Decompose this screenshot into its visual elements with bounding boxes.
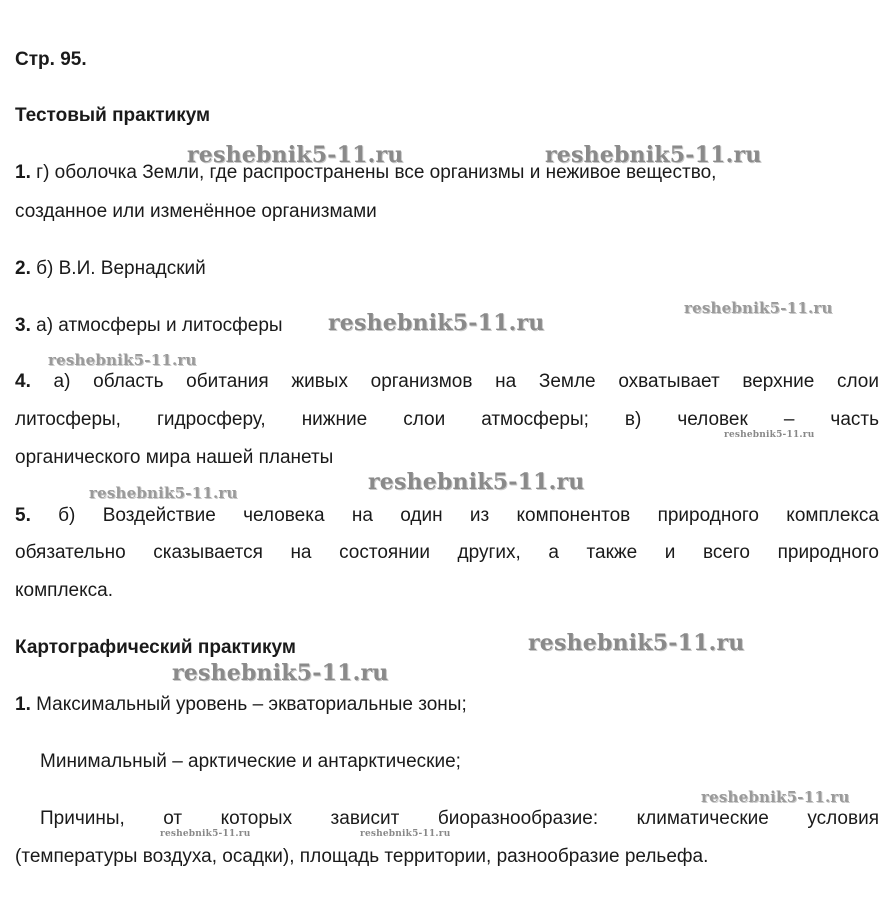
test-item-2 bbox=[15, 258, 206, 280]
item-text: г) оболочка Земли, где распространены все организмы и неживое вещество, bbox=[30, 162, 717, 183]
item-number: 4. bbox=[15, 371, 31, 392]
map-item-1-reasons-cont: (температуры воздуха, осадки), площадь территории, разнообразие рельефа. bbox=[15, 846, 709, 867]
watermark: reshebnik5-11.ru bbox=[701, 788, 850, 806]
watermark: reshebnik5-11.ru bbox=[360, 829, 451, 839]
item-number: 3. bbox=[15, 315, 31, 336]
test-item-5-cont2: комплекса. bbox=[15, 580, 113, 601]
test-item-4 bbox=[15, 371, 879, 393]
watermark: reshebnik5-11.ru bbox=[545, 142, 762, 168]
watermark: reshebnik5-11.ru bbox=[528, 630, 745, 656]
test-item-3 bbox=[15, 315, 283, 337]
item-text: б) Воздействие человека на один из компонентов природного комплекса bbox=[30, 505, 879, 526]
map-item-1-min: Минимальный – арктические и антарктические; bbox=[40, 751, 461, 772]
item-text: Максимальный уровень – экваториальные зоны; bbox=[30, 694, 467, 715]
watermark: reshebnik5-11.ru bbox=[89, 484, 238, 502]
map-item-1 bbox=[15, 694, 467, 716]
section-title-map: Картографический практикум bbox=[15, 637, 296, 658]
item-number: 2. bbox=[15, 258, 31, 279]
watermark: reshebnik5-11.ru bbox=[160, 829, 251, 839]
item-number: 5. bbox=[15, 505, 31, 526]
test-item-4-cont2: органического мира нашей планеты bbox=[15, 447, 334, 468]
watermark: reshebnik5-11.ru bbox=[368, 469, 585, 495]
watermark: reshebnik5-11.ru bbox=[328, 310, 545, 336]
watermark: reshebnik5-11.ru bbox=[684, 299, 833, 317]
page-header: Стр. 95. bbox=[15, 49, 87, 70]
watermark: reshebnik5-11.ru bbox=[48, 351, 197, 369]
item-text: б) В.И. Вернадский bbox=[30, 258, 206, 279]
watermark: reshebnik5-11.ru bbox=[187, 142, 404, 168]
item-number: 1. bbox=[15, 162, 31, 183]
watermark: reshebnik5-11.ru bbox=[172, 660, 389, 686]
test-item-4-cont: литосферы, гидросферу, нижние слои атмосферы; в) человек – часть bbox=[15, 409, 879, 430]
watermark: reshebnik5-11.ru bbox=[724, 430, 815, 440]
test-item-1-cont: созданное или изменённое организмами bbox=[15, 201, 377, 222]
test-item-5-cont: обязательно сказывается на состоянии других, а также и всего природного bbox=[15, 542, 879, 563]
item-text: а) область обитания живых организмов на Земле охватывает верхние слои bbox=[30, 371, 879, 392]
map-item-1-reasons: Причины, от которых зависит биоразнообразие: климатические условия bbox=[40, 808, 879, 829]
test-item-5 bbox=[15, 505, 879, 527]
item-text: а) атмосферы и литосферы bbox=[30, 315, 283, 336]
item-number: 1. bbox=[15, 694, 31, 715]
section-title-test: Тестовый практикум bbox=[15, 105, 211, 126]
